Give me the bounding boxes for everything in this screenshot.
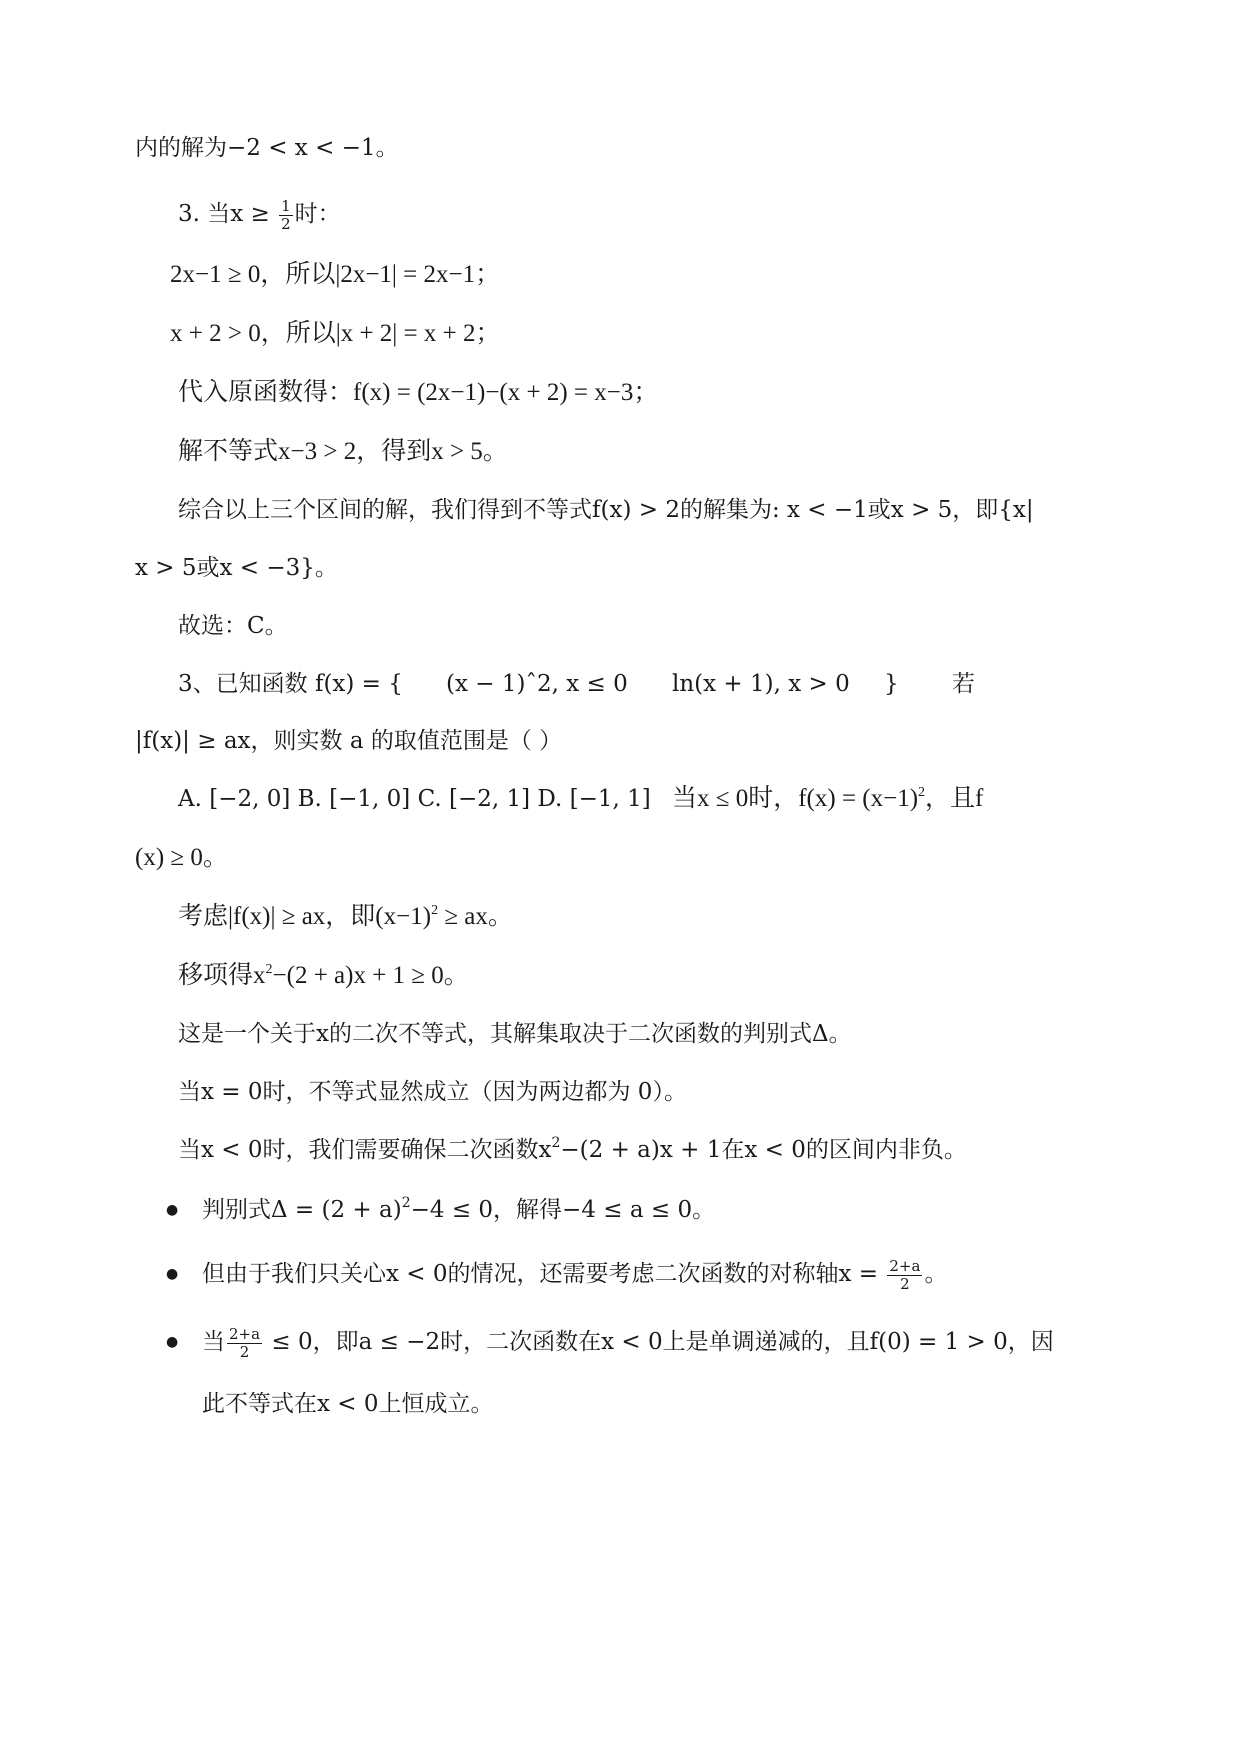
math-line: 考虑|f(x)| ≥ ax，即$(x-1)^2$ ≥ ax。 — [178, 903, 513, 930]
text-line: 综合以上三个区间的解，我们得到不等式f(x) > 2的解集为: x < −1或x > 5，即{x| — [178, 497, 1034, 523]
fraction-axis: $\frac{2+a}{2}$ — [889, 1256, 921, 1293]
math-line: 移项得$x^2-(2 + a)x + 1 \ge 0$。 — [178, 962, 469, 989]
list-item-continuation: 此不等式在x < 0上恒成立。 — [202, 1391, 494, 1417]
text-line: x > 5或x < −3}。 — [135, 555, 338, 581]
math-line: 解不等式x−3 > 2，得到x > 5。 — [178, 438, 508, 465]
question-3-condition: |f(x)| ≥ ax，则实数 a 的取值范围是（ ） — [135, 728, 563, 754]
piecewise-close-brace: } — [884, 671, 899, 697]
bullet-icon: ● — [166, 1202, 179, 1218]
fraction-one-half: $\frac{1}{2}$ — [281, 196, 291, 233]
text-line: 内的解为−2 < x < −1。 — [135, 135, 399, 161]
bullet-icon: ● — [166, 1266, 179, 1282]
math-line: 代入原函数得：f(x) = (2x−1)−(x + 2) = x−3； — [178, 379, 659, 406]
list-item: 但由于我们只关心x < 0的情况，还需要考虑二次函数的对称轴x = $\frac{2+a}{2}$ 。 — [202, 1256, 948, 1293]
case-3-heading: 3. 当x ≥ $\frac{1}{2}$ 时： — [178, 196, 341, 233]
text-line: 这是一个关于x的二次不等式，其解集取决于二次函数的判别式Δ。 — [178, 1021, 852, 1047]
list-item: 判别式$\Delta = (2 + a)^2-4 \le 0$，解得−4 ≤ a ≤ 0。 — [202, 1195, 716, 1223]
answer-line: 故选：C。 — [178, 613, 288, 639]
piecewise-case-1: (x − 1)ˆ2, x ≤ 0 — [446, 671, 628, 697]
text-segment: 若 — [952, 671, 975, 697]
list-item: 当 $\frac{2+a}{2}$ ≤ 0，即a ≤ −2时，二次函数在x < 0上是单调递减的，且f(0) = 1 > 0，因 — [202, 1324, 1054, 1361]
math-line: (x) ≥ 0。 — [135, 844, 228, 871]
math-line: 当x ≤ 0时，$f(x) = (x-1)^2$，且f — [672, 785, 984, 812]
math-line: x + 2 > 0，所以|x + 2| = x + 2； — [170, 320, 501, 347]
piecewise-case-2: ln(x + 1), x > 0 — [672, 671, 850, 697]
text-line: 当x < 0时，我们需要确保二次函数$x^2-(2 + a)x + 1$在x < 0的区间内非负。 — [178, 1135, 967, 1163]
text-line: 当x = 0时，不等式显然成立（因为两边都为 0）。 — [178, 1079, 687, 1105]
fraction-axis: $\frac{2+a}{2}$ — [229, 1324, 261, 1361]
math-line: 2x−1 ≥ 0，所以|2x−1| = 2x−1； — [170, 261, 501, 288]
bullet-icon: ● — [166, 1334, 179, 1350]
answer-options: A. [−2, 0] B. [−1, 0] C. [−2, 1] D. [−1, 1] — [178, 786, 651, 812]
question-3-title: 3、已知函数 f(x) = { — [178, 671, 403, 697]
